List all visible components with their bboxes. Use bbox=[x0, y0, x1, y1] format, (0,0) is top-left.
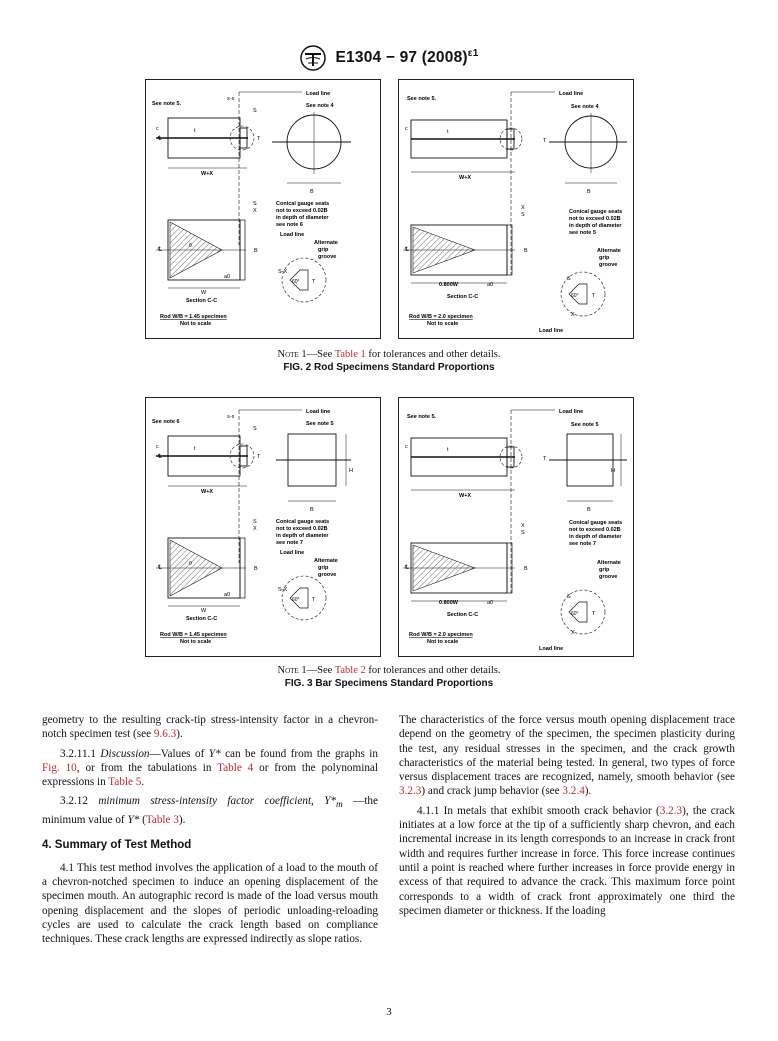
svg-text:℄: ℄ bbox=[158, 454, 162, 460]
svg-text:W+X: W+X bbox=[201, 171, 214, 177]
fig2-right-panel bbox=[398, 79, 634, 339]
section-link[interactable]: 3.2.4 bbox=[562, 785, 585, 798]
left-column bbox=[42, 713, 378, 951]
svg-text:Not to scale: Not to scale bbox=[180, 321, 212, 327]
svg-text:t: t bbox=[194, 446, 196, 452]
svg-text:in depth of diameter: in depth of diameter bbox=[569, 223, 622, 229]
svg-text:t: t bbox=[194, 128, 196, 134]
svg-text:S-X: S-X bbox=[278, 587, 288, 593]
svg-text:Load line: Load line bbox=[306, 91, 331, 97]
svg-text:S: S bbox=[253, 201, 257, 207]
svg-text:Section C-C: Section C-C bbox=[186, 298, 218, 304]
svg-text:Load line: Load line bbox=[559, 91, 584, 97]
svg-text:See note 5: See note 5 bbox=[306, 421, 334, 427]
svg-text:B: B bbox=[587, 507, 591, 513]
svg-text:c: c bbox=[156, 126, 159, 132]
fig3-right-panel bbox=[398, 397, 634, 657]
svg-text:c: c bbox=[405, 444, 408, 450]
svg-text:T: T bbox=[543, 456, 547, 462]
svg-text:W: W bbox=[201, 608, 207, 614]
svg-text:c: c bbox=[405, 126, 408, 132]
svg-text:℄: ℄ bbox=[405, 247, 409, 253]
svg-text:B: B bbox=[587, 189, 591, 195]
svg-text:See note 4: See note 4 bbox=[306, 103, 334, 109]
fig2-caption: FIG. 2 Rod Specimens Standard Proportions bbox=[283, 362, 495, 373]
page-header bbox=[0, 45, 778, 71]
svg-text:B: B bbox=[524, 248, 528, 254]
fig3-caption: FIG. 3 Bar Specimens Standard Proportions bbox=[284, 678, 494, 689]
svg-text:B: B bbox=[254, 566, 258, 572]
svg-text:T: T bbox=[543, 138, 547, 144]
svg-text:Section C-C: Section C-C bbox=[447, 612, 479, 618]
svg-text:Load line: Load line bbox=[280, 550, 305, 556]
svg-text:see note 7: see note 7 bbox=[569, 541, 596, 547]
svg-text:T: T bbox=[257, 136, 261, 142]
svg-text:grip: grip bbox=[318, 247, 329, 253]
svg-text:a0: a0 bbox=[487, 282, 494, 288]
svg-text:Conical gauge seats: Conical gauge seats bbox=[569, 520, 623, 526]
figure-link[interactable]: Fig. 10 bbox=[42, 761, 77, 774]
svg-text:X: X bbox=[521, 205, 525, 211]
svg-text:S: S bbox=[567, 276, 571, 282]
section-link[interactable]: 3.2.3 bbox=[399, 785, 422, 798]
svg-text:in depth of diameter: in depth of diameter bbox=[276, 533, 329, 539]
svg-text:℄: ℄ bbox=[158, 247, 162, 253]
section-heading: 4. Summary of Test Method bbox=[42, 839, 192, 852]
paragraph: 3.2.12 minimum stress-intensity factor coefficient, $Y*_m$ —the minimum value of Y* (Table 3). bbox=[42, 795, 378, 827]
svg-text:in depth of diameter: in depth of diameter bbox=[569, 534, 622, 540]
svg-text:B: B bbox=[310, 189, 314, 195]
svg-text:Load line: Load line bbox=[539, 328, 564, 334]
svg-text:B: B bbox=[524, 566, 528, 572]
svg-text:θ: θ bbox=[189, 243, 192, 249]
svg-text:Section C-C: Section C-C bbox=[186, 616, 218, 622]
svg-text:Conical gauge seats: Conical gauge seats bbox=[276, 519, 330, 525]
page-number: 3 bbox=[386, 1006, 392, 1018]
paragraph: The characteristics of the force versus mouth opening displacement trace depend on the geometry of the specimen, the specimen plasticity during the test, any residual stresses in the specimen, and the crack growth characteristics of the material being tested. In general, two types of force versus displacement traces are recognized, namely, smooth behavior (see 3.2.3) and crack jump behavior (see 3.2.4). bbox=[399, 714, 735, 798]
svg-text:S: S bbox=[253, 108, 257, 114]
svg-text:grip: grip bbox=[599, 567, 610, 573]
fig2-table-link[interactable]: Table 1 bbox=[334, 349, 366, 360]
svg-text:℄: ℄ bbox=[158, 136, 162, 142]
svg-text:not to exceed 0.02B: not to exceed 0.02B bbox=[569, 216, 621, 222]
svg-text:S: S bbox=[567, 594, 571, 600]
svg-text:a0: a0 bbox=[487, 600, 494, 606]
svg-text:See note 5.: See note 5. bbox=[407, 96, 437, 102]
fig2l-see-note-a: See note 5. bbox=[152, 101, 182, 107]
svg-text:not to exceed 0.02B: not to exceed 0.02B bbox=[569, 527, 621, 533]
astm-logo-icon bbox=[300, 45, 326, 71]
paragraph: 4.1 This test method involves the application of a load to the mouth of a chevron-notched specimen to induce an opening displacement of the specimen mouth. An autographic record is made of the load versus mouth opening displacement and the slopes of periodic unloading-reloading cycles are used to calculate the crack length based on compliance techniques. These crack lengths are expressed indirectly as slope ratios. bbox=[42, 861, 378, 946]
svg-text:T: T bbox=[592, 611, 596, 617]
svg-text:W+X: W+X bbox=[201, 489, 214, 495]
svg-text:H: H bbox=[349, 468, 353, 474]
svg-text:groove: groove bbox=[318, 572, 337, 578]
svg-text:s-x: s-x bbox=[227, 96, 235, 102]
svg-text:see note 7: see note 7 bbox=[276, 540, 303, 546]
svg-text:Rod W/B = 2.0 specimen: Rod W/B = 2.0 specimen bbox=[409, 314, 473, 320]
svg-text:W+X: W+X bbox=[459, 175, 472, 181]
svg-text:see note 6: see note 6 bbox=[276, 222, 303, 228]
svg-text:Conical gauge seats: Conical gauge seats bbox=[276, 201, 330, 207]
fig2-left-panel bbox=[145, 79, 381, 339]
section-link[interactable]: 9.6.3 bbox=[153, 728, 177, 741]
svg-text:Rod W/B = 1.45 specimen: Rod W/B = 1.45 specimen bbox=[160, 314, 227, 320]
svg-text:X: X bbox=[571, 630, 575, 636]
svg-text:Not to scale: Not to scale bbox=[427, 321, 459, 327]
svg-text:60°: 60° bbox=[571, 293, 579, 299]
svg-text:t: t bbox=[447, 447, 449, 453]
svg-text:in depth of diameter: in depth of diameter bbox=[276, 215, 329, 221]
svg-text:℄: ℄ bbox=[158, 565, 162, 571]
svg-text:grip: grip bbox=[599, 255, 610, 261]
svg-text:Not to scale: Not to scale bbox=[427, 639, 459, 645]
svg-text:Rod W/B = 2.0 specimen: Rod W/B = 2.0 specimen bbox=[409, 632, 473, 638]
svg-text:Load line: Load line bbox=[539, 646, 564, 652]
svg-text:S: S bbox=[253, 519, 257, 525]
svg-text:60°: 60° bbox=[571, 611, 579, 617]
svg-text:S: S bbox=[521, 530, 525, 536]
svg-text:T: T bbox=[312, 279, 316, 285]
svg-text:Not to scale: Not to scale bbox=[180, 639, 212, 645]
table-link[interactable]: Table 3 bbox=[145, 814, 179, 827]
svg-text:a0: a0 bbox=[224, 274, 231, 280]
svg-text:Alternate: Alternate bbox=[314, 240, 338, 246]
svg-text:B: B bbox=[310, 507, 314, 513]
paragraph: 4.1.1 In metals that exhibit smooth crack behavior (3.2.3), the crack initiates at a low force at the tip of a sufficiently sharp chevron, and each incremental increase in its length corresponds to an increase in crack front width and requires further increase in force. This force increase continues until a point is reached where further increases in force provide energy in excess of that required to advance the crack. This maximum force point corresponds to a width of crack front approximately one third the specimen diameter or thickness. If the loading bbox=[399, 804, 736, 917]
svg-text:See note 5.: See note 5. bbox=[407, 414, 437, 420]
svg-text:a0: a0 bbox=[224, 592, 231, 598]
svg-text:S: S bbox=[521, 212, 525, 218]
svg-text:W: W bbox=[201, 290, 207, 296]
svg-text:See note 5: See note 5 bbox=[571, 422, 599, 428]
paragraph: 3.2.11.1 Discussion—Values of Y* can be found from the graphs in Fig. 10, or from the tabulations in Table 4 or from the polynominal expressions in Table 5. bbox=[42, 747, 378, 789]
svg-text:X: X bbox=[571, 312, 575, 318]
fig2-note: Note 1—See Table 1 for tolerances and other details. bbox=[277, 349, 501, 360]
svg-text:not to exceed 0.02B: not to exceed 0.02B bbox=[276, 208, 328, 214]
svg-text:groove: groove bbox=[318, 254, 337, 260]
svg-text:0.800W: 0.800W bbox=[439, 600, 458, 606]
svg-text:T: T bbox=[592, 293, 596, 299]
svg-text:see note 5: see note 5 bbox=[569, 230, 596, 236]
svg-text:Load line: Load line bbox=[280, 232, 305, 238]
svg-text:θ: θ bbox=[189, 561, 192, 567]
svg-text:Section C-C: Section C-C bbox=[447, 294, 479, 300]
svg-text:X: X bbox=[253, 208, 257, 214]
svg-text:T: T bbox=[312, 597, 316, 603]
svg-text:S-X: S-X bbox=[278, 269, 288, 275]
right-column bbox=[399, 713, 735, 923]
svg-text:T: T bbox=[257, 454, 261, 460]
svg-text:t: t bbox=[447, 129, 449, 135]
svg-text:X: X bbox=[253, 526, 257, 532]
svg-text:X: X bbox=[521, 523, 525, 529]
svg-text:60°: 60° bbox=[292, 597, 300, 603]
svg-text:grip: grip bbox=[318, 565, 329, 571]
svg-text:Alternate: Alternate bbox=[314, 558, 338, 564]
svg-text:W+X: W+X bbox=[459, 493, 472, 499]
svg-text:groove: groove bbox=[599, 574, 618, 580]
fig3-table-link[interactable]: Table 2 bbox=[334, 665, 366, 676]
svg-text:See note 6: See note 6 bbox=[152, 419, 180, 425]
table-link[interactable]: Table 5 bbox=[108, 776, 142, 789]
svg-text:Load line: Load line bbox=[306, 409, 331, 415]
svg-text:Rod W/B = 1.45 specimen: Rod W/B = 1.45 specimen bbox=[160, 632, 227, 638]
svg-text:s-x: s-x bbox=[227, 414, 235, 420]
svg-text:B: B bbox=[254, 248, 258, 254]
fig3-left-panel bbox=[145, 397, 381, 657]
document-designation: E1304 − 97 $(2008)^{\varepsilon 1}$ bbox=[335, 48, 479, 67]
svg-text:60°: 60° bbox=[292, 279, 300, 285]
table-link[interactable]: Table 4 bbox=[217, 761, 254, 774]
svg-text:See note 4: See note 4 bbox=[571, 104, 599, 110]
svg-text:not to exceed 0.02B: not to exceed 0.02B bbox=[276, 526, 328, 532]
svg-text:H: H bbox=[611, 468, 615, 474]
svg-text:S: S bbox=[253, 426, 257, 432]
fig3-note: Note 1—See Table 2 for tolerances and other details. bbox=[277, 665, 501, 676]
svg-text:Load line: Load line bbox=[559, 409, 584, 415]
paragraph: geometry to the resulting crack-tip stress-intensity factor in a chevron-notch specimen test (see 9.6.3). bbox=[42, 714, 378, 741]
svg-text:Conical gauge seats: Conical gauge seats bbox=[569, 209, 623, 215]
svg-text:groove: groove bbox=[599, 262, 618, 268]
svg-text:Alternate: Alternate bbox=[597, 248, 621, 254]
svg-text:Alternate: Alternate bbox=[597, 560, 621, 566]
svg-text:0.800W: 0.800W bbox=[439, 282, 458, 288]
svg-text:c: c bbox=[156, 444, 159, 450]
section-link[interactable]: 3.2.3 bbox=[659, 804, 683, 817]
svg-text:℄: ℄ bbox=[405, 565, 409, 571]
